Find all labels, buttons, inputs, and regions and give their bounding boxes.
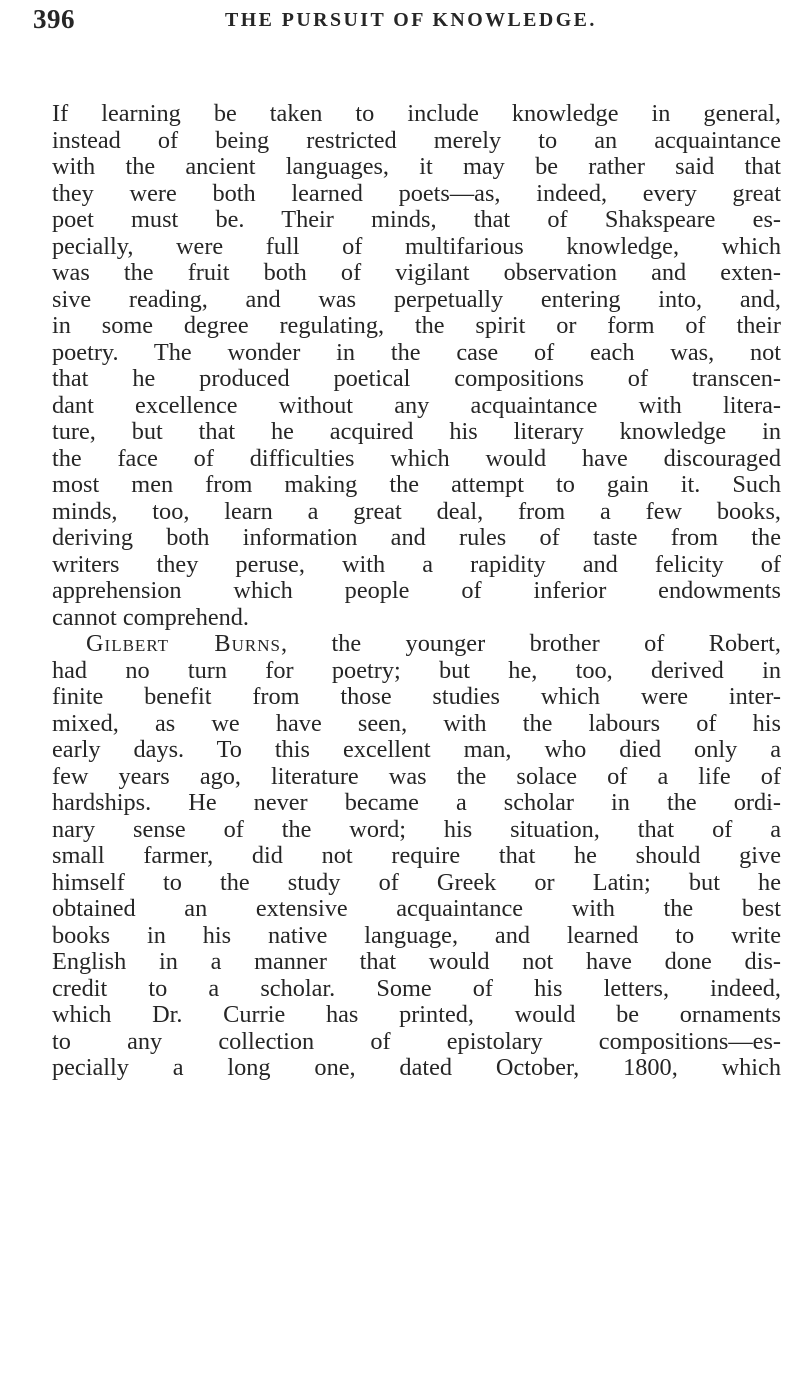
text-line: few years ago, literature was the solace of a life of: [52, 762, 781, 790]
paragraph-2: [52, 631, 781, 1082]
text-line: ture, but that he acquired his literary knowledge in: [52, 418, 781, 445]
text-line: early days. To this excellent man, who died only a: [52, 736, 781, 763]
text-line: had no turn for poetry; but he, too, derived in: [52, 656, 781, 684]
text-line: which Dr. Currie has printed, would be ornaments: [52, 1001, 781, 1028]
text-line: with the ancient languages, it may be rather said that: [52, 153, 781, 180]
text-line: poet must be. Their minds, that of Shakspeare es-: [52, 206, 781, 233]
text-line: most men from making the attempt to gain it. Such: [52, 471, 781, 498]
text-line: that he produced poetical compositions of transcen-: [52, 365, 781, 392]
text-line: cannot comprehend.: [52, 603, 249, 631]
text-line: apprehension which people of inferior endowments: [52, 577, 781, 604]
running-head: THE PURSUIT OF KNOWLEDGE.: [225, 10, 597, 31]
page-number: 396: [33, 4, 75, 34]
text-line: hardships. He never became a scholar in the ordi-: [52, 789, 781, 816]
text-line: credit to a scholar. Some of his letters, indeed,: [52, 974, 781, 1002]
paragraph-1: [52, 101, 781, 631]
paragraph-opening-line: [52, 631, 781, 658]
text-line: writers they peruse, with a rapidity and felicity of: [52, 550, 781, 578]
text-line: pecially, were full of multifarious knowledge, which: [52, 232, 781, 260]
text-line: books in his native language, and learned to write: [52, 921, 781, 949]
text-line: dant excellence without any acquaintance with litera-: [52, 391, 781, 419]
text-line: minds, too, learn a great deal, from a few books,: [52, 497, 781, 525]
text-line: pecially a long one, dated October, 1800, which: [52, 1054, 781, 1081]
text-line: instead of being restricted merely to an acquaintance: [52, 126, 781, 154]
text-line: they were both learned poets—as, indeed, every great: [52, 179, 781, 207]
text-line: sive reading, and was perpetually entering into, and,: [52, 285, 781, 313]
text-line: obtained an extensive acquaintance with the best: [52, 895, 781, 922]
text-line: the face of difficulties which would have discouraged: [52, 444, 781, 472]
text-line: nary sense of the word; his situation, that of a: [52, 815, 781, 843]
text-line: finite benefit from those studies which were inter-: [52, 683, 781, 710]
text-line: in some degree regulating, the spirit or form of their: [52, 312, 781, 339]
text-line: was the fruit both of vigilant observation and exten-: [52, 259, 781, 286]
text-fragment: , the younger brother of Robert,: [280, 630, 781, 657]
text-line: himself to the study of Greek or Latin; but he: [52, 868, 781, 896]
page-header: [33, 2, 793, 42]
text-line: small farmer, did not require that he should give: [52, 842, 781, 869]
text-line: poetry. The wonder in the case of each was, not: [52, 338, 781, 366]
text-line: mixed, as we have seen, with the labours of his: [52, 709, 781, 737]
text-line: deriving both information and rules of taste from the: [52, 524, 781, 551]
text-line: English in a manner that would not have done dis-: [52, 948, 781, 975]
text-line: to any collection of epistolary compositions—es-: [52, 1027, 781, 1055]
person-name: Gilbert Burns: [86, 630, 281, 657]
text-line: If learning be taken to include knowledge in general,: [52, 100, 781, 127]
body-text: [52, 101, 781, 1082]
